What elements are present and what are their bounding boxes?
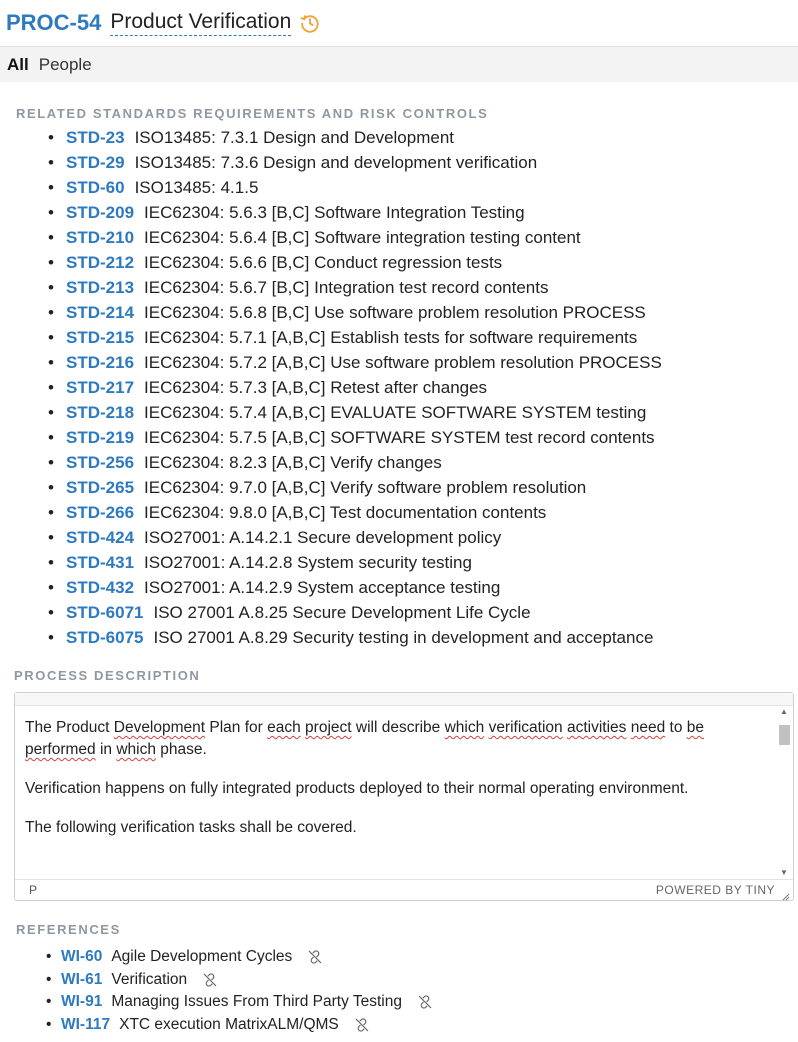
standard-link[interactable]: STD-215: [66, 328, 135, 347]
misspelled-word: verification: [488, 719, 563, 736]
standard-text: IEC62304: 5.7.3 [A,B,C] Retest after changes: [144, 378, 488, 397]
standard-item: [48, 425, 662, 450]
paragraph-text: in: [95, 741, 117, 758]
standard-text: IEC62304: 5.7.4 [A,B,C] EVALUATE SOFTWARE SYSTEM testing: [144, 403, 647, 422]
standard-item: [48, 625, 662, 650]
standard-item: [48, 550, 662, 575]
standard-text: IEC62304: 8.2.3 [A,B,C] Verify changes: [144, 453, 442, 472]
misspelled-word: each: [267, 719, 301, 736]
bullet: •: [46, 948, 52, 965]
standard-text: ISO13485: 7.3.6 Design and development verification: [134, 153, 538, 172]
standard-item: [48, 350, 662, 375]
editor-statusbar: [15, 879, 793, 900]
bullet: •: [48, 603, 54, 622]
reference-link[interactable]: WI-91: [61, 993, 103, 1010]
reference-link[interactable]: WI-61: [61, 970, 103, 988]
standard-link[interactable]: STD-216: [66, 353, 135, 372]
bullet: •: [48, 628, 54, 647]
history-icon[interactable]: [299, 12, 321, 34]
reference-text: Verification: [111, 970, 188, 988]
bullet: •: [46, 970, 52, 988]
standard-text: IEC62304: 5.6.4 [B,C] Software integration testing content: [144, 228, 581, 247]
editor-scrollbar[interactable]: [777, 707, 791, 877]
standard-item: [48, 325, 662, 350]
standard-text: IEC62304: 5.7.1 [A,B,C] Establish tests for software requirements: [144, 328, 638, 347]
standard-text: IEC62304: 9.8.0 [A,B,C] Test documentation contents: [144, 503, 547, 522]
bullet: •: [48, 528, 54, 547]
reference-text: XTC execution MatrixALM/QMS: [119, 1015, 339, 1033]
standard-text: ISO27001: A.14.2.9 System acceptance testing: [144, 578, 501, 597]
standard-link[interactable]: STD-209: [66, 203, 135, 222]
standards-section-label: RELATED STANDARDS REQUIREMENTS AND RISK CONTROLS: [16, 106, 489, 121]
editor-toolbar: [15, 693, 793, 706]
bullet: •: [48, 453, 54, 472]
standard-item: [48, 175, 662, 200]
rich-text-editor[interactable]: [14, 692, 794, 901]
standards-list: [48, 125, 662, 650]
reference-item: [46, 991, 434, 1014]
paragraph-text: phase.: [155, 741, 207, 758]
editor-paragraph: Verification happens on fully integrated products deployed to their normal operating environment.: [25, 780, 689, 797]
scroll-down-icon[interactable]: ▼: [780, 868, 788, 877]
misspelled-word: which: [116, 741, 156, 758]
standard-text: ISO13485: 7.3.1 Design and Development: [134, 128, 455, 147]
standard-link[interactable]: STD-212: [66, 253, 135, 272]
editor-paragraph: The following verification tasks shall be covered.: [25, 819, 357, 836]
bullet: •: [48, 378, 54, 397]
misspelled-word: performed: [25, 741, 96, 758]
standard-item: [48, 200, 662, 225]
tab-all[interactable]: All: [7, 54, 29, 74]
bullet: •: [48, 253, 54, 272]
bullet: •: [48, 153, 54, 172]
standard-item: [48, 375, 662, 400]
standard-item: [48, 575, 662, 600]
standard-text: IEC62304: 5.6.6 [B,C] Conduct regression tests: [144, 253, 503, 272]
standard-text: ISO13485: 4.1.5: [134, 178, 259, 197]
reference-text: Agile Development Cycles: [111, 948, 293, 965]
standard-text: IEC62304: 5.7.5 [A,B,C] SOFTWARE SYSTEM test record contents: [144, 428, 655, 447]
paragraph-text: will describe: [351, 719, 445, 736]
bullet: •: [48, 278, 54, 297]
reference-text: Managing Issues From Third Party Testing: [111, 993, 402, 1010]
standard-link[interactable]: STD-265: [66, 478, 135, 497]
item-title[interactable]: Product Verification: [110, 10, 291, 36]
unlink-icon[interactable]: [306, 948, 324, 966]
misspelled-word: need: [630, 719, 666, 736]
standard-text: IEC62304: 5.6.3 [B,C] Software Integration Testing: [144, 203, 525, 222]
standard-link[interactable]: STD-6075: [66, 628, 144, 647]
unlink-icon[interactable]: [353, 1016, 371, 1034]
reference-item: [46, 1014, 434, 1037]
scrollbar-thumb[interactable]: [779, 725, 790, 745]
bullet: •: [48, 553, 54, 572]
editor-paragraph: [25, 717, 765, 761]
misspelled-word: project: [305, 719, 352, 736]
bullet: •: [48, 353, 54, 372]
misspelled-word: which: [444, 719, 485, 736]
standard-item: [48, 400, 662, 425]
standard-link[interactable]: STD-266: [66, 503, 135, 522]
standard-item: [48, 525, 662, 550]
paragraph-text: to: [665, 719, 687, 736]
standard-link[interactable]: STD-256: [66, 453, 135, 472]
standard-text: ISO27001: A.14.2.1 Secure development policy: [144, 528, 502, 547]
reference-link[interactable]: WI-60: [61, 948, 103, 965]
item-id: PROC-54: [6, 10, 102, 35]
bullet: •: [48, 203, 54, 222]
standard-link[interactable]: STD-219: [66, 428, 135, 447]
bullet: •: [48, 128, 54, 147]
reference-item: [46, 969, 434, 992]
bullet: •: [48, 228, 54, 247]
standard-link[interactable]: STD-6071: [66, 603, 144, 622]
bullet: •: [48, 303, 54, 322]
standard-link[interactable]: STD-60: [66, 178, 125, 197]
bullet: •: [48, 478, 54, 497]
references-section-label: REFERENCES: [16, 922, 121, 937]
powered-by-label[interactable]: POWERED BY TINY: [655, 883, 775, 897]
bullet: •: [48, 328, 54, 347]
standard-link[interactable]: STD-213: [66, 278, 135, 297]
editor-content[interactable]: [25, 717, 765, 856]
standard-link[interactable]: STD-214: [66, 303, 135, 322]
title-bar: [0, 0, 798, 46]
standard-item: [48, 125, 662, 150]
standard-link[interactable]: STD-432: [66, 578, 135, 597]
bullet: •: [48, 503, 54, 522]
bullet: •: [48, 428, 54, 447]
paragraph-text: Plan for: [205, 719, 268, 736]
standard-item: [48, 250, 662, 275]
standard-link[interactable]: STD-210: [66, 228, 135, 247]
tab-people[interactable]: People: [38, 54, 92, 74]
unlink-icon[interactable]: [201, 971, 219, 989]
standard-item: [48, 475, 662, 500]
standard-item: [48, 600, 662, 625]
standard-link[interactable]: STD-431: [66, 553, 135, 572]
standard-link[interactable]: STD-29: [66, 153, 125, 172]
standard-text: IEC62304: 9.7.0 [A,B,C] Verify software problem resolution: [144, 478, 587, 497]
unlink-icon[interactable]: [416, 993, 434, 1011]
standard-text: ISO27001: A.14.2.8 System security testing: [144, 553, 472, 572]
standard-text: IEC62304: 5.7.2 [A,B,C] Use software problem resolution PROCESS: [144, 353, 662, 372]
standard-link[interactable]: STD-218: [66, 403, 135, 422]
process-description-label: PROCESS DESCRIPTION: [14, 668, 201, 683]
standard-link[interactable]: STD-217: [66, 378, 135, 397]
standard-text: IEC62304: 5.6.8 [B,C] Use software problem resolution PROCESS: [144, 303, 646, 322]
scroll-up-icon[interactable]: ▲: [780, 707, 788, 716]
misspelled-word: Development: [113, 719, 206, 736]
reference-link[interactable]: WI-117: [61, 1015, 111, 1033]
standard-item: [48, 300, 662, 325]
bullet: •: [48, 578, 54, 597]
bullet: •: [48, 178, 54, 197]
tab-bar: [0, 46, 798, 82]
misspelled-word: be: [686, 719, 704, 736]
standard-item: [48, 450, 662, 475]
paragraph-text: The Product: [25, 719, 114, 736]
standard-link[interactable]: STD-23: [66, 128, 125, 147]
standard-item: [48, 500, 662, 525]
bullet: •: [46, 1015, 52, 1033]
resize-handle-icon[interactable]: [782, 890, 790, 898]
standard-item: [48, 275, 662, 300]
standard-item: [48, 225, 662, 250]
standard-item: [48, 150, 662, 175]
standard-link[interactable]: STD-424: [66, 528, 135, 547]
misspelled-word: activities: [566, 719, 627, 736]
standard-text: ISO 27001 A.8.25 Secure Development Life Cycle: [153, 603, 531, 622]
bullet: •: [46, 993, 52, 1010]
standard-text: IEC62304: 5.6.7 [B,C] Integration test record contents: [144, 278, 549, 297]
bullet: •: [48, 403, 54, 422]
standard-text: ISO 27001 A.8.29 Security testing in development and acceptance: [153, 628, 654, 647]
reference-item: [46, 946, 434, 969]
element-path[interactable]: P: [29, 883, 38, 897]
references-list: [46, 946, 434, 1036]
